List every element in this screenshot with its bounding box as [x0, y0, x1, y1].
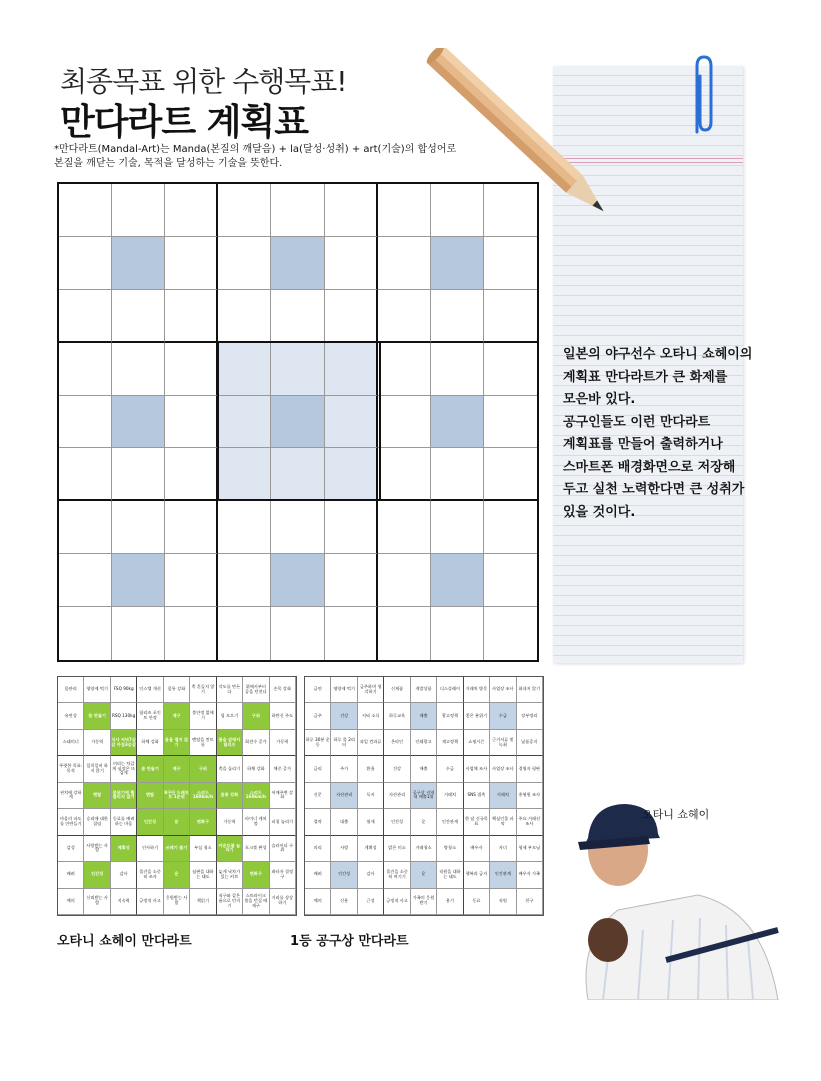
mandalart-cell: 광고정책	[437, 703, 463, 729]
mandalart-cell: 구위	[190, 756, 216, 782]
mandalart-cell: 멘탈	[84, 783, 110, 809]
mandalart-cell: 가동력	[270, 730, 296, 756]
mandalart-cell: 부실 청소	[190, 836, 216, 862]
grid-cell	[59, 343, 112, 396]
mandalart-cell: 장부정리	[517, 703, 543, 729]
mandalart-cell: 인간성	[84, 862, 110, 888]
mandalart-cell: 핀치에 강하게	[58, 783, 84, 809]
grid-cell	[218, 343, 271, 396]
mandalart-cell: 슬라이더 구위	[270, 836, 296, 862]
mandalart-cell: 사랑받는 사람	[84, 836, 110, 862]
grid-cell	[165, 290, 218, 343]
notepad-line: 공구인들도 이런 만다라트	[563, 414, 711, 430]
mandalart-cell: 의리	[305, 836, 331, 862]
mandalart-cell: 저녁 소식	[358, 703, 384, 729]
mandalart-cell: 금연	[305, 677, 331, 703]
grid-cell	[218, 607, 271, 660]
mandalart-cell: 좌타자 결정구	[270, 862, 296, 888]
mandalart-cell: 핵심인물 파악	[490, 809, 516, 835]
mandalart-cell: 심판을 대하는 태도	[190, 862, 216, 888]
grid-cell	[431, 396, 484, 449]
grid-cell	[431, 501, 484, 554]
mandalart-cell: 건강	[384, 756, 410, 782]
mandalart-cell: RSQ 130kg	[111, 703, 137, 729]
grid-cell	[218, 554, 271, 607]
mandalart-cell: 인사하기	[137, 836, 163, 862]
mandalart-cell: 운	[411, 862, 437, 888]
mandalart-cell: 거래청소	[411, 836, 437, 862]
mandalart-cell: 배우자	[464, 836, 490, 862]
grid-cell	[165, 554, 218, 607]
notepad-line: 두고 실천 노력한다면 큰 성취가	[563, 482, 745, 497]
title-line1: 최종목표 위한 수행목표!	[60, 65, 347, 98]
mandalart-cell: 일희일비 하지 않기	[84, 756, 110, 782]
mandalart-cell: 스피드 160km/h	[243, 783, 269, 809]
mandalart-cell: 신제품	[384, 677, 410, 703]
mandalart-cell: 사업장 조사	[490, 677, 516, 703]
grid-cell	[165, 343, 218, 396]
definition-note	[54, 143, 456, 171]
mandalart-cell: 계획성	[111, 836, 137, 862]
mandalart-cell: 금리	[305, 756, 331, 782]
grid-cell	[325, 290, 378, 343]
grid-cell	[271, 448, 324, 501]
grid-cell	[484, 396, 537, 449]
mandalart-cell: 몸 만들기	[137, 756, 163, 782]
grid-cell	[378, 554, 431, 607]
mandalart-cell: 긍정적 사고	[384, 889, 410, 915]
mandalart-cell: SNS 접촉	[464, 783, 490, 809]
grid-cell	[165, 237, 218, 290]
mandalart-cell: 신뢰받는 사람	[84, 889, 110, 915]
notepad-line: 계획표를 만들어 출력하거나	[563, 437, 723, 452]
grid-cell	[271, 554, 324, 607]
mandalart-cell: 영양제 먹기	[84, 677, 110, 703]
mandalart-cell: 운	[164, 862, 190, 888]
mandalart-cell: 수금	[490, 703, 516, 729]
mandalart-cell: 몸을 열지 않기	[164, 730, 190, 756]
grid-cell	[271, 396, 324, 449]
mandalart-cell: 동료	[464, 889, 490, 915]
notepad-line: 있을 것이다.	[563, 504, 636, 520]
notepad-line: 일본의 야구선수 오타니 쇼헤이의	[563, 347, 753, 362]
mandalart-cell: 인간관계	[490, 862, 516, 888]
mandalart-cell: 주요 거래선 조사	[517, 809, 543, 835]
mandalart-cell: 직원을 대하는 태도	[437, 862, 463, 888]
mandalart-cell: 몸 만들기	[84, 703, 110, 729]
grid-cell	[271, 501, 324, 554]
mandalart-cell: 한 달 신규목표	[464, 809, 490, 835]
mandalart-cell: 화내지 않기	[517, 677, 543, 703]
mandalart-cell: 제구	[164, 703, 190, 729]
ohtani-chart-caption: 오타니 쇼헤이 만다라트	[57, 934, 192, 949]
grid-cell	[218, 237, 271, 290]
mandalart-cell: 운	[164, 809, 190, 835]
notepad-text	[563, 344, 753, 524]
grid-cell	[378, 448, 431, 501]
mandalart-cell: 디스플레이	[437, 677, 463, 703]
mandalart-cell: 쓰레기 줍기	[164, 836, 190, 862]
mandalart-cell: 사랑	[331, 836, 357, 862]
ohtani-mandalart-grid	[57, 676, 297, 916]
mandalart-cell: 힘 모으기	[217, 703, 243, 729]
mandalart-cell: 건강	[331, 703, 357, 729]
grid-cell	[112, 501, 165, 554]
grid-cell	[59, 501, 112, 554]
mandalart-cell: 각도를 만든다	[217, 677, 243, 703]
grid-cell	[112, 184, 165, 237]
grid-cell	[165, 396, 218, 449]
mandalart-cell: 자산관리	[331, 783, 357, 809]
mandalart-cell: 회전수 증가	[243, 730, 269, 756]
mandalart-cell: 매출	[411, 703, 437, 729]
grid-cell	[218, 501, 271, 554]
grid-cell	[325, 607, 378, 660]
mandalart-cell: 스피드 160km/h	[190, 783, 216, 809]
grid-cell	[59, 290, 112, 343]
mandalart-cell: 근거서류 및 녹취	[490, 730, 516, 756]
mandalart-cell: 구위	[243, 703, 269, 729]
mandalart-cell: 축을 돌리기	[217, 756, 243, 782]
mandalart-cell: 신문	[305, 783, 331, 809]
mandalart-cell: 늦게 낙차가 있는 커브	[217, 862, 243, 888]
grid-cell	[112, 554, 165, 607]
mandalart-cell: 변화구	[190, 809, 216, 835]
grid-cell	[325, 448, 378, 501]
mandalart-cell: 독서	[358, 783, 384, 809]
note-line2: 본질을 깨닫는 기술, 목적을 달성하는 기술을 뜻한다.	[54, 158, 283, 169]
mandalart-cell: 거래처	[437, 783, 463, 809]
mandalart-cell: 하체 강화	[243, 756, 269, 782]
mandalart-cell: 영양제 먹기	[331, 677, 357, 703]
mandalart-cell: 지속력	[111, 889, 137, 915]
grid-cell	[484, 501, 537, 554]
mandalart-cell: 몸통 강화	[217, 783, 243, 809]
mandalart-cell: 변화구	[243, 862, 269, 888]
mandalart-cell: 축 흔들지 않기	[190, 677, 216, 703]
mandalart-cell: 공구상 지역내 매출1위	[411, 783, 437, 809]
grid-cell	[325, 184, 378, 237]
mandalart-cell: 재고정책	[437, 730, 463, 756]
grid-cell	[59, 448, 112, 501]
mandalart-cell: 자산관리	[384, 783, 410, 809]
notepad-line: 스마트폰 배경화면으로 저장해	[563, 459, 736, 475]
grid-cell	[112, 237, 165, 290]
mandalart-cell: 몸통 강화	[164, 677, 190, 703]
mandalart-cell: 사업체 조사	[464, 756, 490, 782]
grid-cell	[484, 343, 537, 396]
mandalart-cell: 응원받는 사람	[164, 889, 190, 915]
mandalart-cell: 릴리즈 포인트 안정	[137, 703, 163, 729]
mandalart-cell: 긍정적 사고	[137, 889, 163, 915]
mandalart-cell: 주가	[331, 756, 357, 782]
grid-cell	[165, 607, 218, 660]
mandalart-cell: 하체 강화	[137, 730, 163, 756]
mandalart-cell: 사업장 조사	[490, 756, 516, 782]
mandalart-cell: 어깨주변 강화	[270, 783, 296, 809]
grid-cell	[59, 184, 112, 237]
mandalart-cell: 방청소	[437, 836, 463, 862]
mandalart-cell: 거래처 방문	[464, 677, 490, 703]
mandalart-cell: 스태미너	[58, 730, 84, 756]
mandalart-cell: 책읽기	[190, 889, 216, 915]
grid-cell	[431, 554, 484, 607]
mandalart-cell: 불안정 없애기	[190, 703, 216, 729]
mandalart-cell: 신용	[331, 889, 357, 915]
grid-cell	[218, 184, 271, 237]
grid-cell	[112, 343, 165, 396]
mandalart-cell: 온라인	[384, 730, 410, 756]
mandalart-cell: 볼을 앞에서 릴리즈	[217, 730, 243, 756]
mandalart-cell: 좋은 분위기	[464, 703, 490, 729]
mandalart-cell: 마음의 파도를 안만들기	[58, 809, 84, 835]
mandalart-cell: 피칭 늘리기	[270, 809, 296, 835]
grid-cell	[271, 237, 324, 290]
grid-cell	[218, 448, 271, 501]
grid-cell	[112, 396, 165, 449]
grid-cell	[378, 501, 431, 554]
photo-label: 오타니 쇼헤이	[642, 808, 710, 821]
mandalart-cell: 감사	[358, 862, 384, 888]
mandalart-cell: 하루 30분 운동	[305, 730, 331, 756]
mandalart-cell: 과일 견과류	[358, 730, 384, 756]
mandalart-cell: 인스텝 개선	[137, 677, 163, 703]
page-title: 만다라트 계획표	[60, 102, 308, 143]
grid-cell	[325, 501, 378, 554]
grid-cell	[378, 396, 431, 449]
mandalart-cell: 인간성	[331, 862, 357, 888]
grid-cell	[271, 290, 324, 343]
mandalart-cell: FSQ 90kg	[111, 677, 137, 703]
mandalart-cell: 납품증지	[517, 730, 543, 756]
mandalart-cell: 절약	[305, 809, 331, 835]
grid-cell	[378, 607, 431, 660]
mandalart-cell: 인간성	[384, 809, 410, 835]
mandalart-cell: 근성	[358, 889, 384, 915]
mandalart-cell: 유연성	[58, 703, 84, 729]
winner-mandalart-grid	[304, 676, 544, 916]
mandalart-cell: 배려	[305, 862, 331, 888]
grid-cell	[112, 290, 165, 343]
mandalart-cell: 월세	[358, 809, 384, 835]
mandalart-cell: 머리는 차갑게 심장은 뜨겁게	[111, 756, 137, 782]
grid-cell	[325, 237, 378, 290]
grid-cell	[218, 290, 271, 343]
mandalart-cell: 멘탈	[137, 783, 163, 809]
mandalart-cell: 경영자 평판	[517, 756, 543, 782]
grid-cell	[59, 396, 112, 449]
mandalart-cell: 자녀	[490, 836, 516, 862]
mandalart-cell: 승리에 대한 집념	[84, 809, 110, 835]
mandalart-cell: 운	[411, 809, 437, 835]
mandalart-cell: 하루 물 2리터	[331, 730, 357, 756]
pencil-icon	[420, 48, 670, 303]
mandalart-cell: 예의	[58, 889, 84, 915]
mandalart-cell: 라이너 캐치볼	[243, 809, 269, 835]
grid-cell	[325, 554, 378, 607]
grid-cell	[59, 607, 112, 660]
mandalart-cell: 뚜렷한 목표·목적	[58, 756, 84, 782]
mandalart-cell: 감사	[111, 862, 137, 888]
mandalart-cell: 인간관계	[437, 809, 463, 835]
paperclip-icon	[688, 52, 718, 138]
mandalart-cell: 형제 부모님	[517, 836, 543, 862]
grid-cell	[165, 448, 218, 501]
mandalart-cell: 카운트볼 늘리기	[217, 836, 243, 862]
mandalart-cell: 계획성	[358, 836, 384, 862]
mandalart-cell: 거리를 상상하기	[270, 889, 296, 915]
grid-cell	[112, 448, 165, 501]
grid-cell	[431, 343, 484, 396]
grid-cell	[378, 343, 431, 396]
mandalart-cell: 분위기에 휩쓸리지 않기	[111, 783, 137, 809]
mandalart-cell: 인쇄광고	[411, 730, 437, 756]
mandalart-cell: 손목 강화	[270, 677, 296, 703]
grid-cell	[484, 607, 537, 660]
mandalart-cell: 가동역	[84, 730, 110, 756]
mandalart-cell: 가족의 응원 받기	[411, 889, 437, 915]
mandalart-cell: 홍영원 조사	[517, 783, 543, 809]
mandalart-cell: 체중 증가	[270, 756, 296, 782]
mandalart-cell: 쇼핑시즌	[464, 730, 490, 756]
mandalart-cell: 물건을 소중히 쓰자	[137, 862, 163, 888]
mandalart-cell: 밝은 미소	[384, 836, 410, 862]
grid-cell	[431, 448, 484, 501]
mandalart-cell: 매출	[411, 756, 437, 782]
mandalart-cell: 스트라이크 볼을 던질 때 제구	[243, 889, 269, 915]
mandalart-cell: 환율	[358, 756, 384, 782]
mandalart-cell: 인간성	[137, 809, 163, 835]
grid-cell	[271, 184, 324, 237]
mandalart-cell: 감성	[58, 836, 84, 862]
mandalart-cell: 수금	[437, 756, 463, 782]
mandalart-cell: 금주하며 생각하기	[358, 677, 384, 703]
mandalart-cell: 8구단 드래프트 1순위	[164, 783, 190, 809]
mandalart-cell: 물건을 소중히 여기기	[384, 862, 410, 888]
grid-cell	[165, 184, 218, 237]
grid-cell	[218, 396, 271, 449]
mandalart-cell: 용기	[437, 889, 463, 915]
notepad-line: 모은바 있다.	[563, 392, 636, 407]
mandalart-cell: 배우자 가족	[517, 862, 543, 888]
winner-chart-caption: 1등 공구상 만다라트	[290, 934, 409, 949]
grid-cell	[484, 554, 537, 607]
mandalart-cell: 몸관리	[58, 677, 84, 703]
grid-cell	[59, 237, 112, 290]
mandalart-cell: 거래처	[490, 783, 516, 809]
mandalart-cell: 행복과 금지	[464, 862, 490, 888]
mandalart-cell: 대출	[331, 809, 357, 835]
mandalart-cell: 멘탈을 컨트롤	[190, 730, 216, 756]
grid-cell	[271, 607, 324, 660]
mandalart-cell: 예의	[305, 889, 331, 915]
mandalart-cell: 위에서부터 공을 던진다	[243, 677, 269, 703]
mandalart-cell: 포크볼 완성	[243, 836, 269, 862]
grid-cell	[271, 343, 324, 396]
mandalart-cell: 가동역	[217, 809, 243, 835]
mandalart-cell: 친구	[517, 889, 543, 915]
mandalart-cell: 식사 저녁7숟갈 아침3숟갈	[111, 730, 137, 756]
mandalart-cell: 하반신 주도	[270, 703, 296, 729]
mandalart-cell: 배려	[58, 862, 84, 888]
grid-cell	[112, 607, 165, 660]
grid-cell	[325, 343, 378, 396]
mandalart-cell: 동료를 배려하는 마음	[111, 809, 137, 835]
mandalart-cell: 하루교육	[384, 703, 410, 729]
grid-cell	[325, 396, 378, 449]
grid-cell	[59, 554, 112, 607]
note-line1: *만다라트(Mandal-Art)는 Manda(본질의 깨달음) + la(달성·성취) + art(기술)의 합성어로	[54, 144, 457, 155]
grid-cell	[484, 448, 537, 501]
mandalart-cell: 금주	[305, 703, 331, 729]
mandalart-cell: 제구	[164, 756, 190, 782]
mandalart-cell: 직구와 같은 폼으로 던지기	[217, 889, 243, 915]
grid-cell	[165, 501, 218, 554]
grid-cell	[431, 607, 484, 660]
mandalart-cell: 개발상품	[411, 677, 437, 703]
notepad-line: 계획표 만다라트가 큰 화제를	[563, 369, 728, 385]
mandalart-cell: 직원	[490, 889, 516, 915]
